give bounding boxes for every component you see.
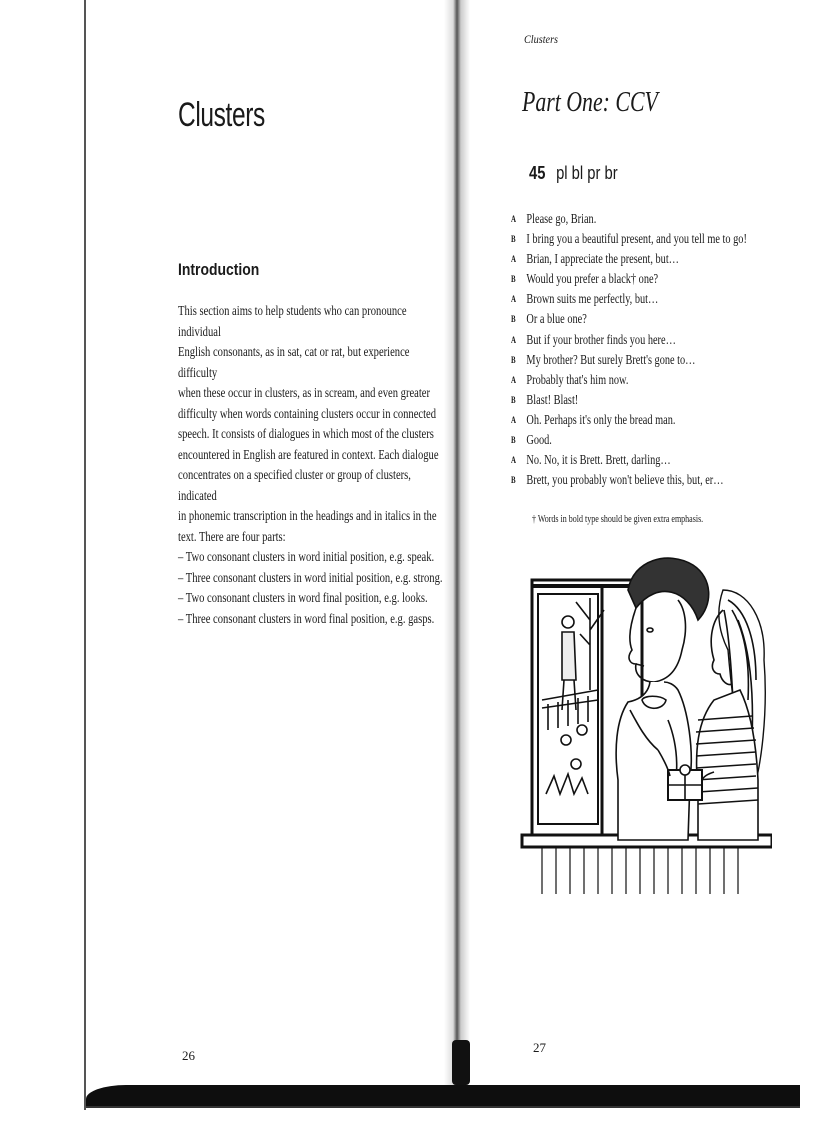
dialogue-line: [511, 350, 765, 370]
chapter-title: Clusters: [178, 96, 265, 134]
dialogue-text: I bring you a beautiful present, and you tell me to go!: [526, 231, 747, 247]
dialogue-text: Please go, Brian.: [526, 211, 597, 226]
parts-list-item: – Two consonant clusters in word initial position, e.g. speak.: [178, 549, 435, 564]
gutter-shadow: [452, 1040, 470, 1085]
scan-bottom-line: [86, 1106, 800, 1108]
dialogue-text: Brown suits me perfectly, but…: [526, 291, 659, 307]
unit-clusters: pl bl pr br: [556, 163, 618, 183]
speaker-label: B: [511, 435, 516, 446]
intro-paragraph-line: difficulty when words containing clusters occur in connected: [178, 405, 437, 421]
part-title: Part One: CCV: [522, 87, 658, 118]
dialogue-line: [511, 410, 765, 430]
dialogue-text: Probably that's him now.: [526, 371, 629, 387]
dialogue-text: Or a blue one?: [526, 311, 587, 327]
speaker-label: B: [511, 475, 516, 486]
dialogue-line: [511, 269, 765, 289]
page-number-right: 27: [533, 1040, 546, 1055]
dialogue-text: Oh. Perhaps it's only the bread man.: [526, 411, 676, 427]
dialogue-line: [511, 390, 765, 410]
intro-paragraph-line: when these occur in clusters, as in scream, and even greater: [178, 385, 431, 400]
intro-heading: Introduction: [178, 260, 260, 279]
speaker-label: B: [511, 354, 516, 365]
intro-body: [178, 301, 447, 629]
couple-illustration: [518, 550, 772, 894]
intro-paragraph-line: This section aims to help students who can pronounce individual: [178, 303, 407, 339]
intro-paragraph-line: English consonants, as in sat, cat or rat, but experience difficulty: [178, 344, 410, 380]
parts-list: [178, 547, 447, 629]
intro-paragraph-line: in phonemic transcription in the headings and in italics in the: [178, 508, 437, 523]
unit-heading: [529, 163, 618, 184]
speaker-label: B: [511, 234, 516, 245]
intro-paragraph-line: concentrates on a specified cluster or group of clusters, indicated: [178, 467, 411, 503]
speaker-label: B: [511, 274, 516, 285]
dialogue-line: [511, 229, 765, 249]
speaker-label: B: [511, 314, 516, 325]
dialogue-text: But if your brother finds you here…: [526, 331, 676, 347]
dialogue-line: [511, 209, 765, 229]
speaker-label: A: [511, 254, 517, 265]
speaker-label: A: [511, 414, 517, 425]
parts-list-item: – Two consonant clusters in word final position, e.g. looks.: [178, 590, 428, 605]
scan-bottom-edge: [86, 1085, 800, 1107]
dialogue-line: [511, 289, 765, 309]
footnote: † Words in bold type should be given extra emphasis.: [532, 514, 704, 525]
intro-paragraph-line: speech. It consists of dialogues in which most of the clusters: [178, 426, 434, 441]
book-gutter: [444, 0, 470, 1085]
intro-paragraph-line: text. There are four parts:: [178, 528, 286, 544]
speaker-label: A: [511, 294, 517, 305]
dialogue-text: My brother? But surely Brett's gone to…: [526, 351, 696, 367]
dialogue-line: [511, 470, 765, 490]
speaker-label: A: [511, 334, 517, 345]
dialogue-text: No. No, it is Brett. Brett, darling…: [526, 452, 671, 468]
dialogue-text: Blast! Blast!: [526, 391, 579, 407]
dialogue-line: [511, 309, 765, 329]
dialogue-text: Good.: [526, 432, 552, 448]
parts-list-item: – Three consonant clusters in word final position, e.g. gasps.: [178, 610, 435, 626]
dialogue-line: [511, 330, 765, 350]
page-number-left: 26: [182, 1048, 195, 1063]
speaker-label: B: [511, 394, 516, 405]
dialogue-line: [511, 430, 765, 450]
dialogue-text: Brett, you probably won't believe this, but, er…: [526, 472, 724, 488]
dialogue-text: Would you prefer a black† one?: [526, 271, 659, 287]
dialogue-line: [511, 450, 765, 470]
parts-list-item: – Three consonant clusters in word initial position, e.g. strong.: [178, 569, 443, 585]
dialogue-line: [511, 249, 765, 269]
speaker-label: A: [511, 214, 517, 224]
dialogue: [511, 209, 765, 490]
running-head: Clusters: [524, 32, 559, 46]
scan-left-edge: [84, 0, 86, 1110]
dialogue-line: [511, 370, 765, 390]
intro-paragraph-line: encountered in English are featured in context. Each dialogue: [178, 446, 439, 462]
speaker-label: A: [511, 455, 517, 466]
speaker-label: A: [511, 374, 517, 385]
unit-number: 45: [529, 163, 546, 183]
dialogue-text: Brian, I appreciate the present, but…: [526, 251, 680, 267]
